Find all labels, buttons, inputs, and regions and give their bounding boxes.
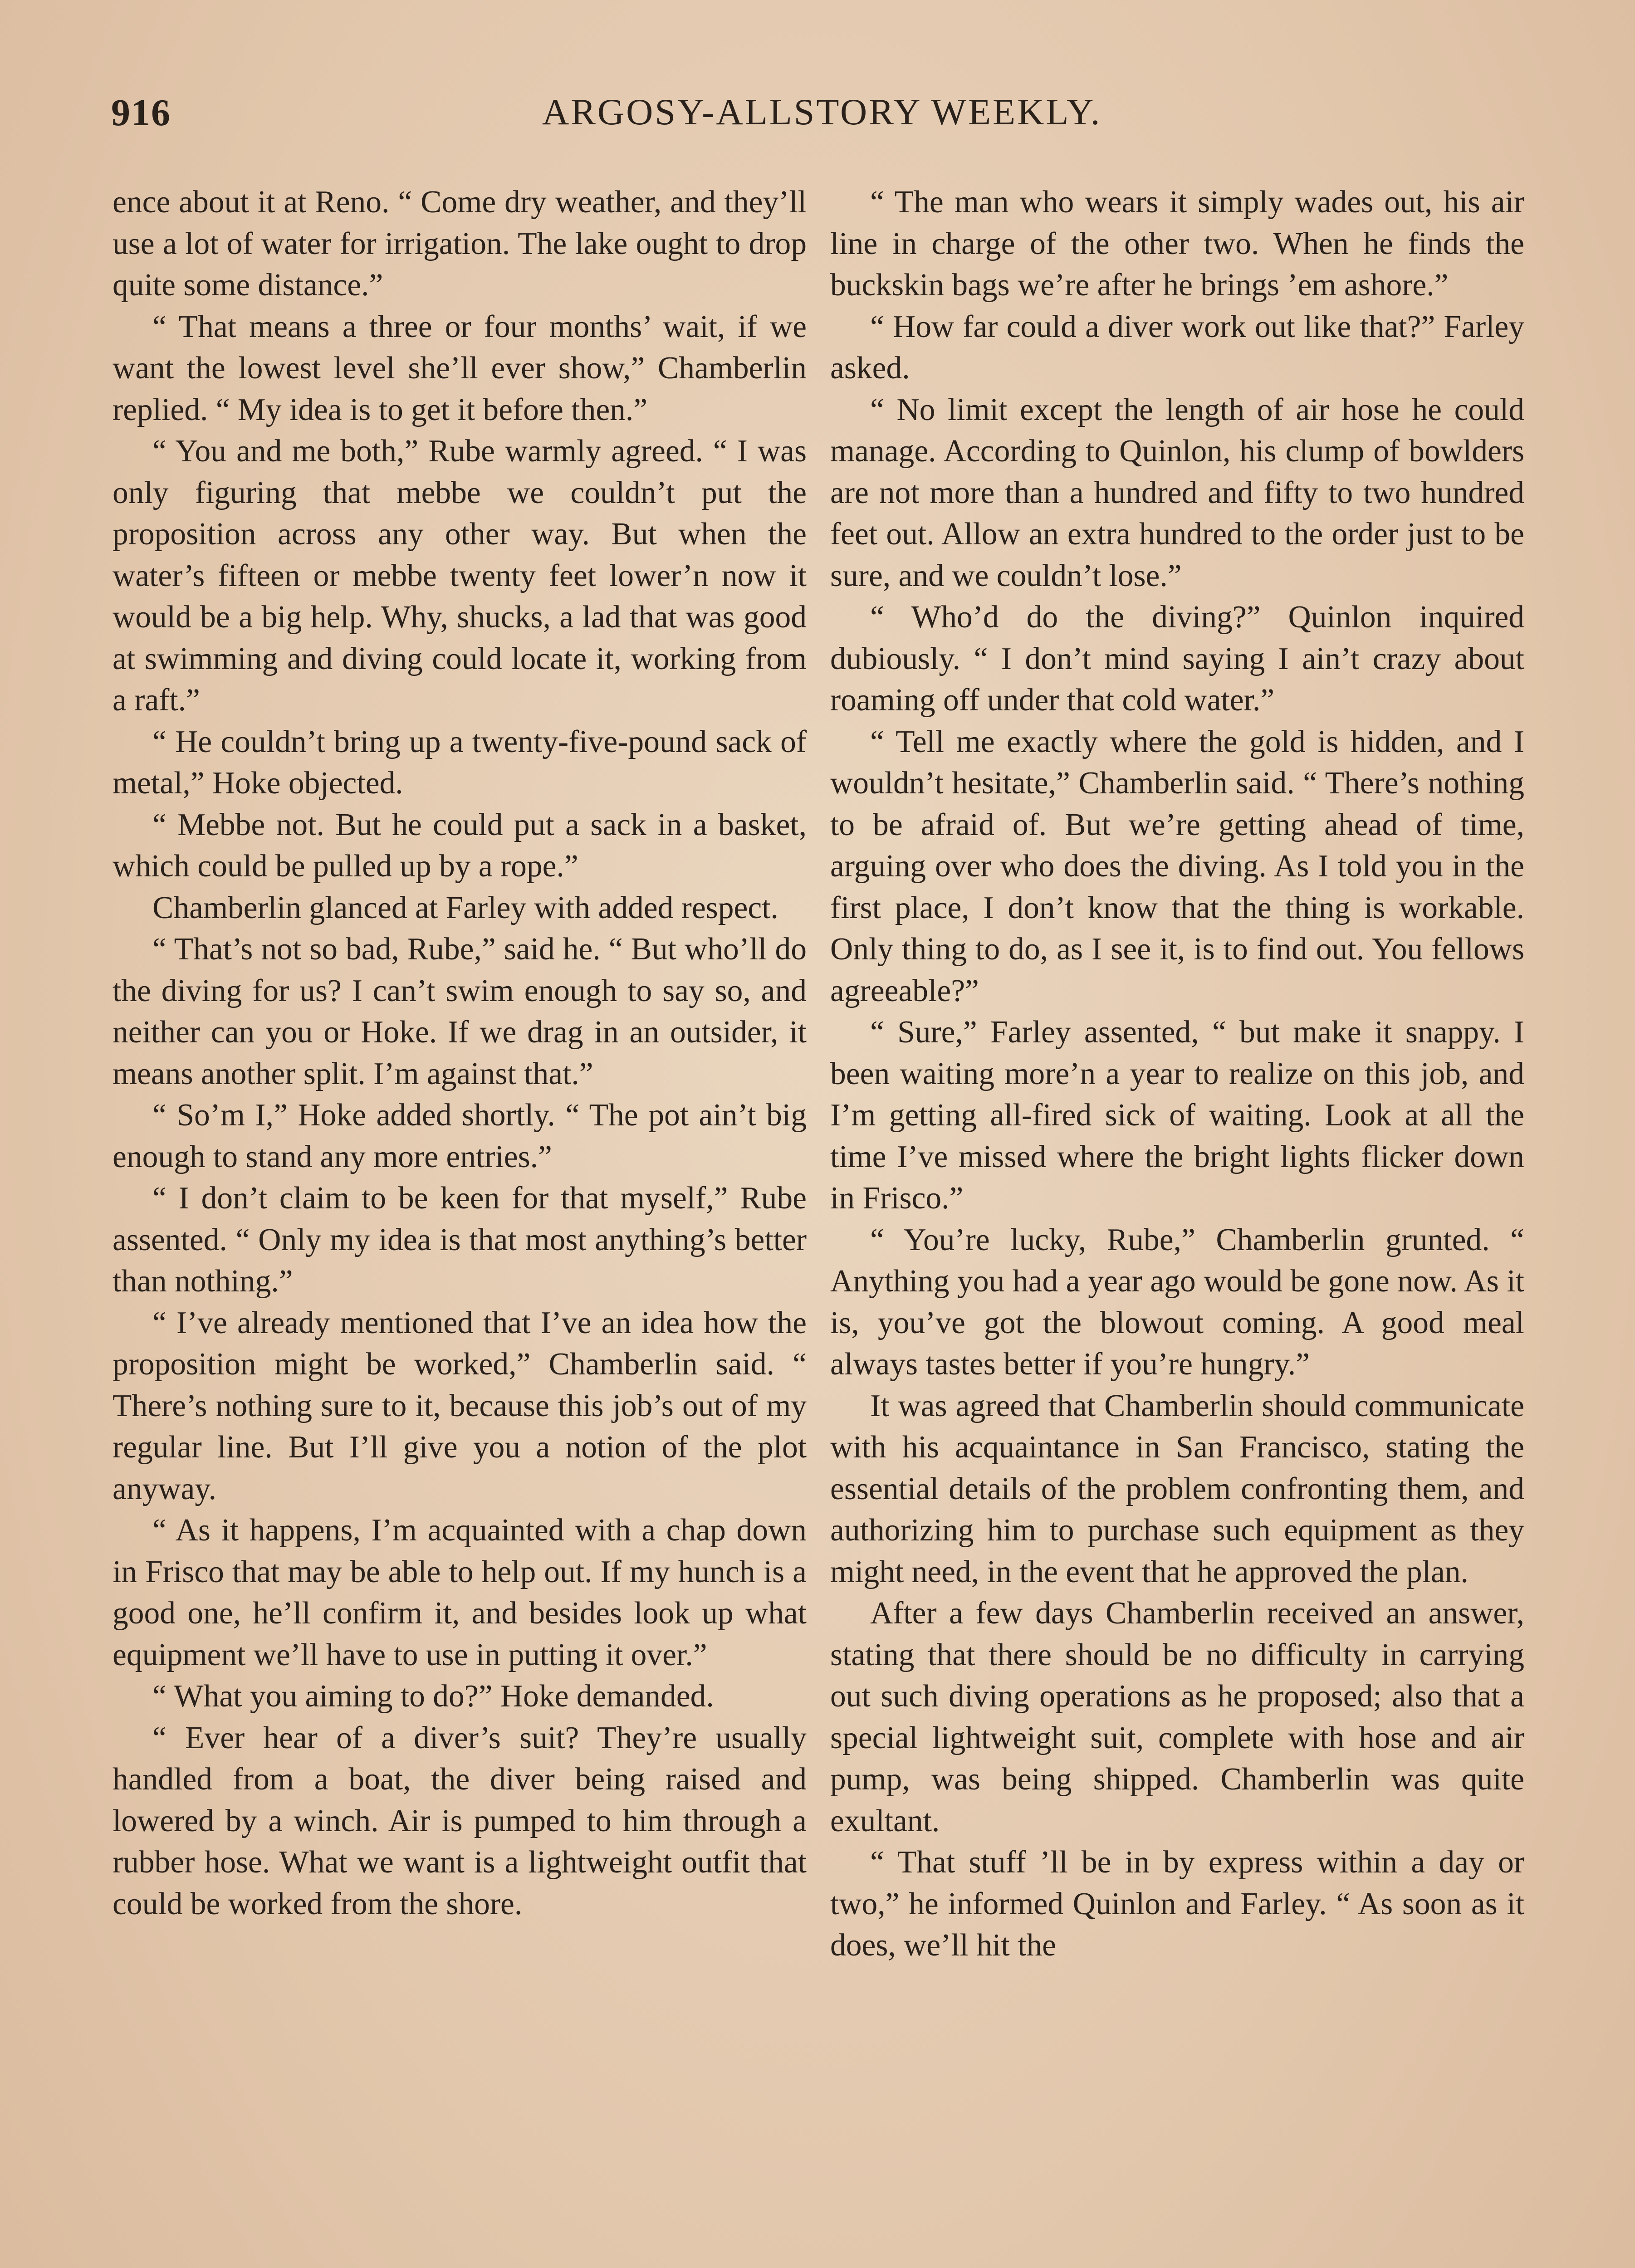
paragraph: “ I don’t claim to be keen for that myself,” Rube assented. “ Only my idea is that most anything’s better than nothing.” <box>113 1181 807 1299</box>
paragraph: “ Mebbe not. But he could put a sack in a basket, which could be pulled up by a rope.” <box>113 807 807 884</box>
paragraph: After a few days Chamberlin received an answer, stating that there should be no difficulty in carrying out such diving operations as he proposed; also that a special lightweight suit, complete with hose and air pump, was being shipped. Chamberlin was quite exultant. <box>830 1596 1524 1838</box>
running-head: ARGOSY-ALLSTORY WEEKLY. <box>542 91 1102 132</box>
paragraph: It was agreed that Chamberlin should communicate with his acquaintance in San Francisco, stating the essential details of the problem confronting them, and authorizing him to purchase such equipment as they might need, in the event that he approved the plan. <box>830 1388 1524 1589</box>
paragraph: “ You and me both,” Rube warmly agreed. “ I was only figuring that mebbe we couldn’t put the proposition across any other way. But when the water’s fifteen or mebbe twenty feet lower’n now it would be a big help. Why, shucks, a lad that was good at swimming and diving could locate it, working from a raft.” <box>113 434 807 718</box>
paragraph: “ Ever hear of a diver’s suit? They’re usually handled from a boat, the diver being raised and lowered by a winch. Air is pumped to him through a rubber hose. What we want is a lightweight outfit that could be worked from the shore. <box>113 1720 807 1921</box>
left-column <box>113 181 807 1925</box>
right-column <box>830 181 1524 1966</box>
paragraph: “ Tell me exactly where the gold is hidden, and I wouldn’t hesitate,” Chamberlin said. “ There’s nothing to be afraid of. But we’re getting ahead of time, arguing over who does the diving. As I told you in the first place, I don’t know that the thing is workable. Only thing to do, as I see it, is to find out. You fellows agreeable?” <box>830 724 1524 1008</box>
paragraph: “ That’s not so bad, Rube,” said he. “ But who’ll do the diving for us? I can’t swim enough to say so, and neither can you or Hoke. If we drag in an outsider, it means another split. I’m against that.” <box>113 932 807 1091</box>
paragraph: “ No limit except the length of air hose he could manage. According to Quinlon, his clump of bowlders are not more than a hundred and fifty to two hundred feet out. Allow an extra hundred to the order just to be sure, and we couldn’t lose.” <box>830 392 1524 593</box>
paragraph: “ So’m I,” Hoke added shortly. “ The pot ain’t big enough to stand any more entries.” <box>113 1098 807 1174</box>
paragraph: “ The man who wears it simply wades out, his air line in charge of the other two. When he finds the buckskin bags we’re after he brings ’em ashore.” <box>830 185 1524 303</box>
paragraph: “ How far could a diver work out like that?” Farley asked. <box>830 309 1524 386</box>
paragraph: “ Sure,” Farley assented, “ but make it snappy. I been waiting more’n a year to realize on this job, and I’m getting all-fired sick of waiting. Look at all the time I’ve missed where the bright lights flicker down in Frisco.” <box>830 1015 1524 1216</box>
paragraph: “ I’ve already mentioned that I’ve an idea how the proposition might be worked,” Chamberlin said. “ There’s nothing sure to it, because this job’s out of my regular line. But I’ll give you a notion of the plot anyway. <box>113 1305 807 1506</box>
paragraph: Chamberlin glanced at Farley with added respect. <box>152 890 778 925</box>
paragraph: “ That means a three or four months’ wait, if we want the lowest level she’ll ever show,” Chamberlin replied. “ My idea is to get it before then.” <box>113 309 807 427</box>
paragraph: “ As it happens, I’m acquainted with a chap down in Frisco that may be able to help out. If my hunch is a good one, he’ll confirm it, and besides look up what equipment we’ll have to use in putting it over.” <box>113 1513 807 1672</box>
page-header <box>111 91 1527 145</box>
page-number: 916 <box>111 92 171 134</box>
paragraph: ence about it at Reno. “ Come dry weather, and they’ll use a lot of water for irrigation. The lake ought to drop quite some distance.” <box>113 185 807 303</box>
paragraph: “ What you aiming to do?” Hoke demanded. <box>152 1679 714 1714</box>
paragraph: “ That stuff ’ll be in by express within a day or two,” he informed Quinlon and Farley. “ As soon as it does, we’ll hit the <box>830 1845 1524 1963</box>
paragraph: “ Who’d do the diving?” Quinlon inquired dubiously. “ I don’t mind saying I ain’t crazy about roaming off under that cold water.” <box>830 600 1524 718</box>
paragraph: “ You’re lucky, Rube,” Chamberlin grunted. “ Anything you had a year ago would be gone now. As it is, you’ve got the blowout coming. A good meal always tastes better if you’re hungry.” <box>830 1222 1524 1382</box>
paragraph: “ He couldn’t bring up a twenty-five-pound sack of metal,” Hoke objected. <box>113 724 807 801</box>
